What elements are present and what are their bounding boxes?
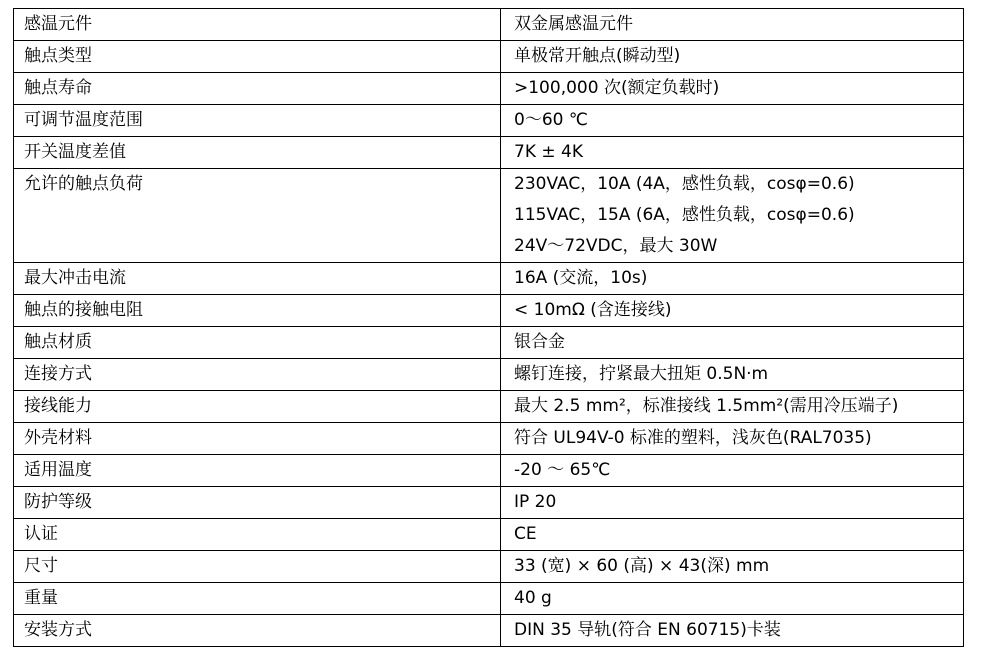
param-cell: 开关温度差值	[14, 137, 501, 169]
value-cell: CE	[501, 519, 964, 551]
table-row	[14, 615, 964, 647]
value-cell: DIN 35 导轨(符合 EN 60715)卡装	[501, 615, 964, 647]
table-row	[14, 295, 964, 327]
param-cell: 可调节温度范围	[14, 105, 501, 137]
param-cell: 感温元件	[14, 9, 501, 41]
table-row	[14, 551, 964, 583]
value-cell: 双金属感温元件	[501, 9, 964, 41]
value-cell: >100,000 次(额定负载时)	[501, 73, 964, 105]
value-cell: 0～60 ℃	[501, 105, 964, 137]
value-line: 24V～72VDC，最大 30W	[514, 236, 718, 256]
value-cell: 单极常开触点(瞬动型)	[501, 41, 964, 73]
table-row	[14, 519, 964, 551]
table-row	[14, 9, 964, 41]
value-cell: 螺钉连接，拧紧最大扭矩 0.5N·m	[501, 359, 964, 391]
table-row	[14, 41, 964, 73]
value-cell: IP 20	[501, 487, 964, 519]
table-row	[14, 487, 964, 519]
param-cell: 适用温度	[14, 455, 501, 487]
table-row	[14, 263, 964, 295]
param-cell: 最大冲击电流	[14, 263, 501, 295]
param-cell: 尺寸	[14, 551, 501, 583]
param-cell: 重量	[14, 583, 501, 615]
value-cell: 7K ± 4K	[501, 137, 964, 169]
value-line: 115VAC，15A (6A，感性负载，cosφ=0.6)	[514, 205, 855, 225]
table-row	[14, 73, 964, 105]
value-cell: 40 g	[501, 583, 964, 615]
param-cell: 触点寿命	[14, 73, 501, 105]
value-cell: -20 ～ 65℃	[501, 455, 964, 487]
param-cell: 外壳材料	[14, 423, 501, 455]
param-cell: 认证	[14, 519, 501, 551]
spec-table	[13, 8, 964, 647]
value-cell: 最大 2.5 mm²，标准接线 1.5mm²(需用冷压端子)	[501, 391, 964, 423]
value-cell: 银合金	[501, 327, 964, 359]
param-cell: 触点的接触电阻	[14, 295, 501, 327]
table-row	[14, 327, 964, 359]
table-row	[14, 105, 964, 137]
param-cell: 触点类型	[14, 41, 501, 73]
value-cell	[501, 169, 964, 263]
table-row	[14, 455, 964, 487]
value-line: 230VAC，10A (4A，感性负载，cosφ=0.6)	[514, 174, 855, 194]
param-cell: 防护等级	[14, 487, 501, 519]
table-row	[14, 359, 964, 391]
table-row	[14, 423, 964, 455]
table-row	[14, 391, 964, 423]
param-cell: 安装方式	[14, 615, 501, 647]
table-row	[14, 169, 964, 263]
table-row	[14, 137, 964, 169]
value-cell: < 10mΩ (含连接线)	[501, 295, 964, 327]
param-cell: 连接方式	[14, 359, 501, 391]
table-row	[14, 583, 964, 615]
value-cell: 33 (宽) × 60 (高) × 43(深) mm	[501, 551, 964, 583]
param-cell: 允许的触点负荷	[14, 169, 501, 263]
param-cell: 触点材质	[14, 327, 501, 359]
param-cell: 接线能力	[14, 391, 501, 423]
value-cell: 16A (交流，10s)	[501, 263, 964, 295]
value-cell: 符合 UL94V-0 标准的塑料，浅灰色(RAL7035)	[501, 423, 964, 455]
